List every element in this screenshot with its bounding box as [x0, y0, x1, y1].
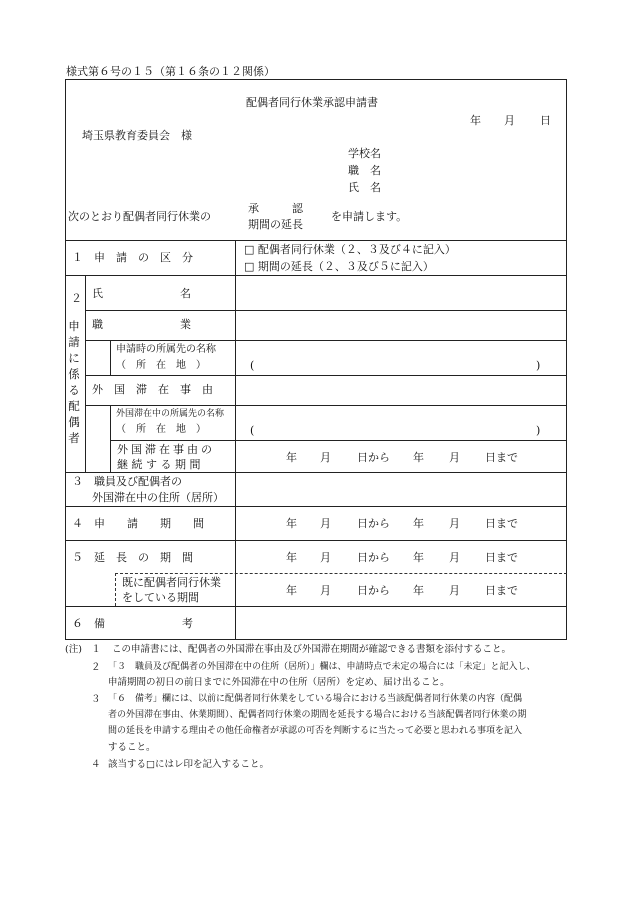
- period-month2: 月: [449, 584, 460, 597]
- period-month2: 月: [449, 517, 460, 530]
- row3-label-1: ３ 職員及び配偶者の: [72, 475, 182, 488]
- period-until: 日まで: [485, 584, 518, 597]
- abroad-office-name-label: 外国滞在中の所属先の名称: [116, 409, 225, 419]
- abroad-office-address-label: （ 所 在 地 ）: [116, 424, 206, 435]
- note-3-line-1: 「６ 備考」欄には、以前に配偶者同行休業をしている場合における当該配偶者同行休業の内容（配偶: [108, 694, 523, 704]
- divider: [110, 440, 567, 441]
- period-year: 年: [286, 584, 297, 597]
- period-month: 月: [320, 584, 331, 597]
- period-until: 日まで: [485, 517, 518, 530]
- divider: [85, 310, 567, 311]
- school-name-label: 学校名: [348, 147, 381, 160]
- spouse-name-label: 氏 名: [92, 287, 191, 300]
- row1-label: １ 申 請 の 区 分: [72, 251, 193, 264]
- abroad-period-label-1: 外国滞在事由の: [117, 443, 215, 456]
- note-3-number: ３: [91, 694, 101, 705]
- row2-number: ２: [71, 292, 82, 305]
- paren-open: (: [250, 424, 255, 437]
- note-4-number: ４: [91, 759, 101, 770]
- row2-vertical-label: 申請に係る配偶者: [68, 319, 80, 445]
- date-day[interactable]: 日: [540, 114, 551, 127]
- note-3-line-4: すること。: [108, 742, 156, 753]
- row6-label: ６ 備 考: [72, 617, 193, 630]
- period-year: 年: [286, 551, 297, 564]
- checkbox-period-extension[interactable]: □ 期間の延長（２、３及び５に記入）: [244, 260, 434, 273]
- checkbox-companion-leave[interactable]: □ 配偶者同行休業（２、３及び４に記入）: [244, 243, 456, 256]
- period-month2: 月: [449, 451, 460, 464]
- prior-leave-label-1: 既に配偶者同行休業: [122, 576, 221, 589]
- prior-leave-label-2: をしている期間: [122, 591, 199, 604]
- period-from: 日から: [357, 451, 390, 464]
- dashed-column-divider: [115, 573, 116, 606]
- option-approval[interactable]: 承 認: [248, 202, 303, 215]
- period-year2: 年: [413, 451, 424, 464]
- note-1: この申請書には、配偶者の外国滞在事由及び外国滞在期間が確認できる書類を添付すること。: [112, 644, 512, 655]
- spouse-job-label: 職 業: [92, 318, 191, 331]
- sub-column-divider: [110, 405, 111, 472]
- period-until: 日まで: [485, 551, 518, 564]
- dashed-divider: [115, 573, 567, 574]
- divider: [65, 472, 567, 473]
- paren-close: ): [536, 359, 541, 372]
- period-from: 日から: [357, 584, 390, 597]
- abroad-period-label-2: 継続する期間: [117, 458, 204, 471]
- row5-label: ５ 延 長 の 期 間: [72, 551, 193, 564]
- paren-close: ): [536, 424, 541, 437]
- option-extension[interactable]: 期間の延長: [248, 218, 303, 231]
- note-3-line-3: 間の延長を申請する理由その他任命権者が承認の可否を判断するに当たって必要と思われる事項を記入: [108, 726, 523, 736]
- period-year2: 年: [413, 551, 424, 564]
- sub-column-divider: [110, 340, 111, 375]
- period-from: 日から: [357, 517, 390, 530]
- note-1-prefix: (注) １: [65, 644, 101, 655]
- note-2-line-2: 申請期間の初日の前日までに外国滞在中の住所（居所）を定め、届け出ること。: [108, 677, 450, 688]
- request-suffix: を申請します。: [331, 210, 408, 223]
- section2-column-divider: [85, 275, 86, 472]
- position-label: 職 名: [348, 164, 381, 177]
- date-month[interactable]: 月: [504, 114, 515, 127]
- period-from: 日から: [357, 551, 390, 564]
- note-2-number: ２: [91, 662, 101, 673]
- form-number: 様式第６号の１５（第１６条の１２関係）: [66, 65, 275, 78]
- applicant-name-label: 氏 名: [348, 181, 381, 194]
- paren-open: (: [250, 359, 255, 372]
- divider: [65, 540, 567, 541]
- divider: [65, 240, 567, 241]
- abroad-reason-label: 外 国 滞 在 事 由: [92, 383, 213, 396]
- period-until: 日まで: [485, 451, 518, 464]
- divider: [85, 375, 567, 376]
- note-4: 該当する□にはレ印を記入すること。: [108, 759, 269, 770]
- note-2-line-1: 「３ 職員及び配偶者の外国滞在中の住所（居所）」欄は、申請時点で未定の場合には「未定」と記入し、: [108, 662, 536, 672]
- date-year[interactable]: 年: [470, 114, 481, 127]
- request-prefix: 次のとおり配偶者同行休業の: [68, 210, 211, 223]
- office-name-label: 申請時の所属先の名称: [116, 344, 216, 355]
- period-month2: 月: [449, 551, 460, 564]
- period-year2: 年: [413, 584, 424, 597]
- period-month: 月: [320, 451, 331, 464]
- label-column-divider: [235, 240, 236, 640]
- row4-label: ４ 申 請 期 間: [72, 517, 204, 530]
- addressee: 埼玉県教育委員会 様: [82, 129, 192, 142]
- period-year: 年: [286, 451, 297, 464]
- period-year: 年: [286, 517, 297, 530]
- form-title: 配偶者同行休業承認申請書: [246, 96, 378, 109]
- divider: [65, 606, 567, 607]
- period-month: 月: [320, 517, 331, 530]
- office-address-label: （ 所 在 地 ）: [116, 360, 206, 371]
- divider: [65, 275, 567, 276]
- period-month: 月: [320, 551, 331, 564]
- period-year2: 年: [413, 517, 424, 530]
- note-3-line-2: 者の外国滞在事由、休業期間）、配偶者同行休業の期間を延長する場合における当該配偶者同行休業の期: [108, 710, 527, 720]
- divider: [85, 340, 567, 341]
- row3-label-2: 外国滞在中の住所（居所）: [92, 491, 224, 504]
- divider: [85, 405, 567, 406]
- divider: [65, 506, 567, 507]
